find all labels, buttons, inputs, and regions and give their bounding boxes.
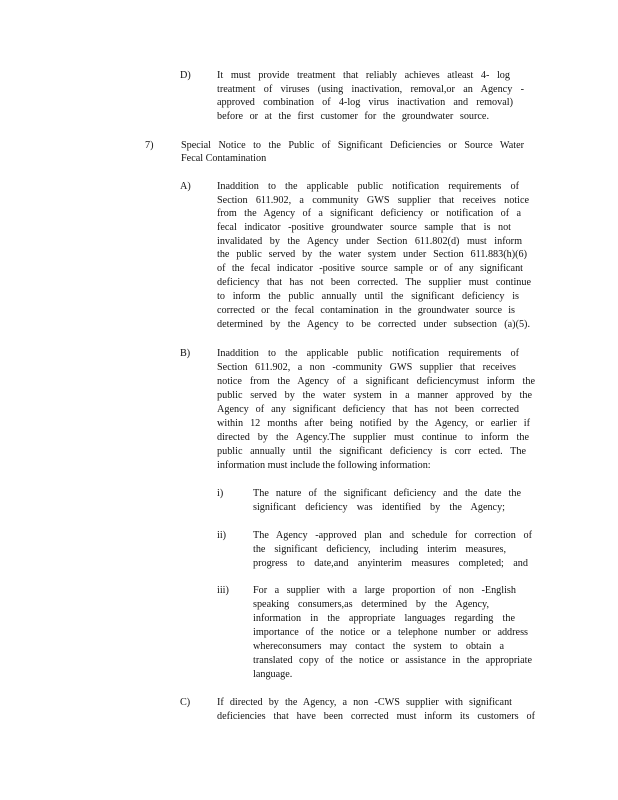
text-line: The nature of the significant deficiency and the date the [253,488,521,499]
text-line: fecal indicator -positive groundwater source sample that is not [217,222,511,233]
text-line: deficiency that has not been corrected. The supplier must continue [217,277,531,288]
text-line: For a supplier with a large proportion of non -English [253,585,516,596]
text-line: progress to date,and anyinterim measures completed; and [253,558,528,569]
item-d-label: D) [180,70,191,81]
text-line: the public served by the water system under Section 611.883(h)(6) [217,249,527,260]
text-line: It must provide treatment that reliably achieves atleast 4- log [217,70,510,81]
text-line: significant deficiency was identified by the Agency; [253,502,505,513]
text-line: from the Agency of a significant deficiency or notification of a [217,208,521,219]
text-line: If directed by the Agency, a non -CWS supplier with significant [217,697,512,708]
text-line: Section 611.902, a community GWS supplier that receives notice [217,195,529,206]
text-line: public annually until the significant deficiency is corr ected. The [217,446,526,457]
subitem-i-label: i) [217,488,224,499]
text-line: Section 611.902, a non -community GWS supplier that receives [217,362,516,373]
title-line: Fecal Contamination [181,153,267,164]
text-line: invalidated by the Agency under Section 611.802(d) must inform [217,236,522,247]
text-line: language. [253,669,293,680]
text-line: of the fecal indicator -positive source sample or of any significant [217,263,523,274]
text-line: Inaddition to the applicable public notification requirements of [217,181,519,192]
item-a-label: A) [180,181,191,192]
text-line: The Agency -approved plan and schedule for correction of [253,530,532,541]
text-line: whereconsumers may contact the system to obtain a [253,641,504,652]
text-line: treatment of viruses (using inactivation, removal,or an Agency - [217,84,524,95]
text-line: speaking consumers,as determined by the Agency, [253,599,489,610]
text-line: translated copy of the notice or assistance in the appropriate [253,655,532,666]
text-line: before or at the first customer for the groundwater source. [217,111,489,122]
subitem-iii-label: iii) [217,585,229,596]
text-line: public served by the water system in a manner approved by the [217,390,532,401]
text-line: approved combination of 4-log virus inactivation and removal) [217,97,513,108]
text-line: information must include the following information: [217,460,431,471]
section-7-number: 7) [145,140,154,151]
text-line: importance of the notice or a telephone number or address [253,627,528,638]
text-line: deficiencies that have been corrected must inform its customers of [217,711,535,722]
text-line: to inform the public annually until the significant deficiency is [217,291,519,302]
text-line: directed by the Agency.The supplier must continue to inform the [217,432,529,443]
text-line: within 12 months after being notified by the Agency, or earlier if [217,418,530,429]
text-line: the significant deficiency, including interim measures, [253,544,506,555]
title-line: Special Notice to the Public of Significant Deficiencies or Source Water [181,140,524,151]
text-line: determined by the Agency to be corrected under subsection (a)(5). [217,319,530,330]
text-line: notice from the Agency of a significant deficiencymust inform the [217,376,535,387]
text-line: information in the appropriate languages regarding the [253,613,515,624]
text-line: Agency of any significant deficiency that has not been corrected [217,404,519,415]
text-line: Inaddition to the applicable public notification requirements of [217,348,519,359]
text-line: corrected or the fecal contamination in the groundwater source is [217,305,515,316]
item-b-label: B) [180,348,191,359]
item-c-label: C) [180,697,191,708]
subitem-ii-label: ii) [217,530,227,541]
